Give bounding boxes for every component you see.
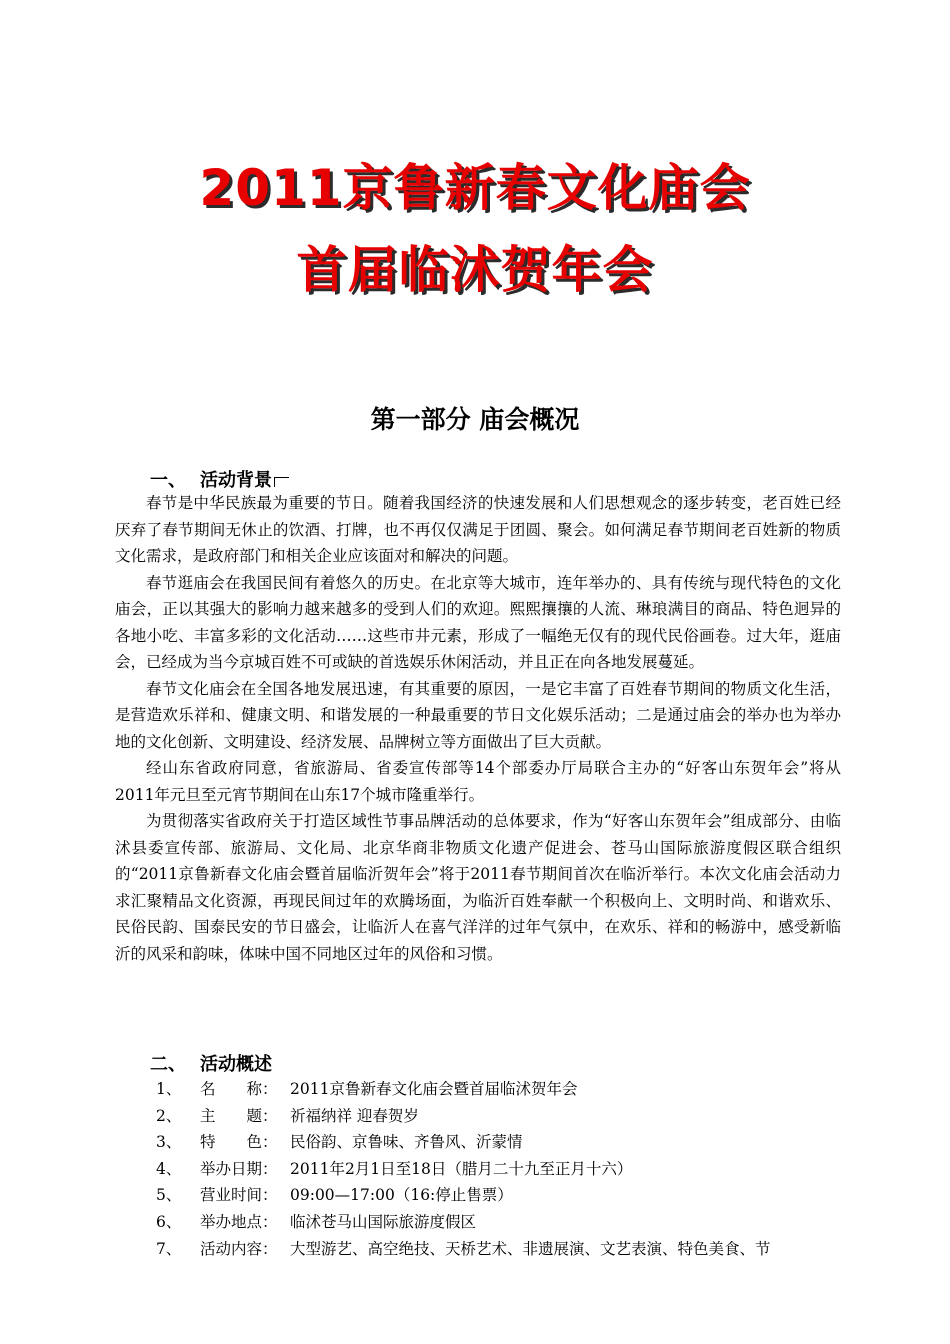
list-item-label: 举办地点： — [200, 1212, 278, 1231]
list-item-value: 2011京鲁新春文化庙会暨首届临沭贺年会 — [290, 1080, 578, 1098]
list-item — [150, 1236, 850, 1263]
list-item-number: 5、 — [156, 1186, 182, 1205]
list-item — [150, 1209, 850, 1236]
section-title: 活动概述 — [200, 1054, 272, 1075]
list-item-value: 祈福纳祥 迎春贺岁 — [290, 1106, 419, 1125]
list-item-number: 1、 — [156, 1080, 182, 1098]
section-title: 活动背景 — [200, 470, 272, 491]
overview-list — [150, 1076, 850, 1262]
section-heading-overview — [150, 1052, 272, 1078]
list-item-number: 7、 — [156, 1239, 182, 1258]
list-item-value: 大型游艺、高空绝技、天桥艺术、非遗展演、文艺表演、特色美食、节 — [290, 1239, 771, 1258]
paragraph: 为贯彻落实省政府关于打造区域性节事品牌活动的总体要求，作为“好客山东贺年会”组成部分、由临沭县委宣传部、旅游局、文化局、北京华商非物质文化遗产促进会、苍马山国际旅游度假区联合组织的“2011京鲁新春文化庙会暨首届临沂贺年会”将于2011春节期间首次在临沂举行。本次文化庙会活动力求汇聚精品文化资源，再现民间过年的欢腾场面，为临沂百姓奉献一个积极向上、文明时尚、和谐欢乐、民俗民韵、国泰民安的节日盛会，让临沂人在喜气洋洋的过年气氛中，在欢乐、祥和的畅游中，感受新临沂的风采和韵味，体味中国不同地区过年的风俗和习惯。 — [115, 812, 841, 963]
section-number: 二、 — [150, 1054, 186, 1075]
paragraph: 经山东省政府同意，省旅游局、省委宣传部等14个部委办厅局联合主办的“好客山东贺年会”将从2011年元旦至元宵节期间在山东17个城市隆重举行。 — [115, 759, 841, 804]
list-item-value: 临沭苍马山国际旅游度假区 — [290, 1212, 477, 1231]
list-item — [150, 1182, 850, 1209]
list-item-value: 2011年2月1日至18日（腊月二十九至正月十六） — [290, 1159, 633, 1178]
list-item-value: 民俗韵、京鲁味、齐鲁风、沂蒙情 — [290, 1133, 523, 1152]
list-item — [150, 1076, 850, 1103]
list-item-number: 4、 — [156, 1159, 182, 1178]
list-item-label: 活动内容： — [200, 1239, 278, 1258]
paragraph: 春节是中华民族最为重要的节日。随着我国经济的快速发展和人们思想观念的逐步转变，老百姓已经厌弃了春节期间无休止的饮酒、打牌，也不再仅仅满足于团圆、聚会。如何满足春节期间老百姓新的物质文化需求，是政府部门和相关企业应该面对和解决的问题。 — [115, 494, 841, 565]
list-item-label: 名 称： — [200, 1080, 278, 1098]
list-item-number: 6、 — [156, 1212, 182, 1231]
paragraph: 春节逛庙会在我国民间有着悠久的历史。在北京等大城市，连年举办的、具有传统与现代特色的文化庙会，正以其强大的影响力越来越多的受到人们的欢迎。熙熙攘攘的人流、琳琅满目的商品、特色迥异的各地小吃、丰富多彩的文化活动……这些市井元素，形成了一幅绝无仅有的现代民俗画卷。过大年，逛庙会，已经成为当今京城百姓不可或缺的首选娱乐休闲活动，并且正在向各地发展蔓延。 — [115, 573, 841, 671]
list-item-number: 2、 — [156, 1106, 182, 1125]
main-title-line-2: 首届临沭贺年会 — [296, 241, 654, 299]
part-heading: 第一部分 庙会概况 — [370, 405, 580, 434]
list-item-label: 主 题： — [200, 1106, 278, 1125]
background-body — [115, 490, 841, 967]
list-item — [150, 1103, 850, 1130]
section-number: 一、 — [150, 470, 186, 491]
list-item — [150, 1156, 850, 1183]
list-item-value: 09:00—17:00（16:停止售票） — [290, 1186, 513, 1205]
edit-mark-icon — [274, 477, 289, 487]
list-item — [150, 1129, 850, 1156]
list-item-label: 营业时间： — [200, 1186, 278, 1205]
list-item-label: 举办日期： — [200, 1159, 278, 1178]
main-title-line-1: 2011京鲁新春文化庙会 — [199, 159, 751, 217]
paragraph: 春节文化庙会在全国各地发展迅速，有其重要的原因，一是它丰富了百姓春节期间的物质文化生活，是营造欢乐祥和、健康文明、和谐发展的一种最重要的节日文化娱乐活动；二是通过庙会的举办也为举办地的文化创新、文明建设、经济发展、品牌树立等方面做出了巨大贡献。 — [115, 679, 841, 751]
list-item-number: 3、 — [156, 1133, 182, 1152]
list-item-label: 特 色： — [200, 1133, 278, 1152]
